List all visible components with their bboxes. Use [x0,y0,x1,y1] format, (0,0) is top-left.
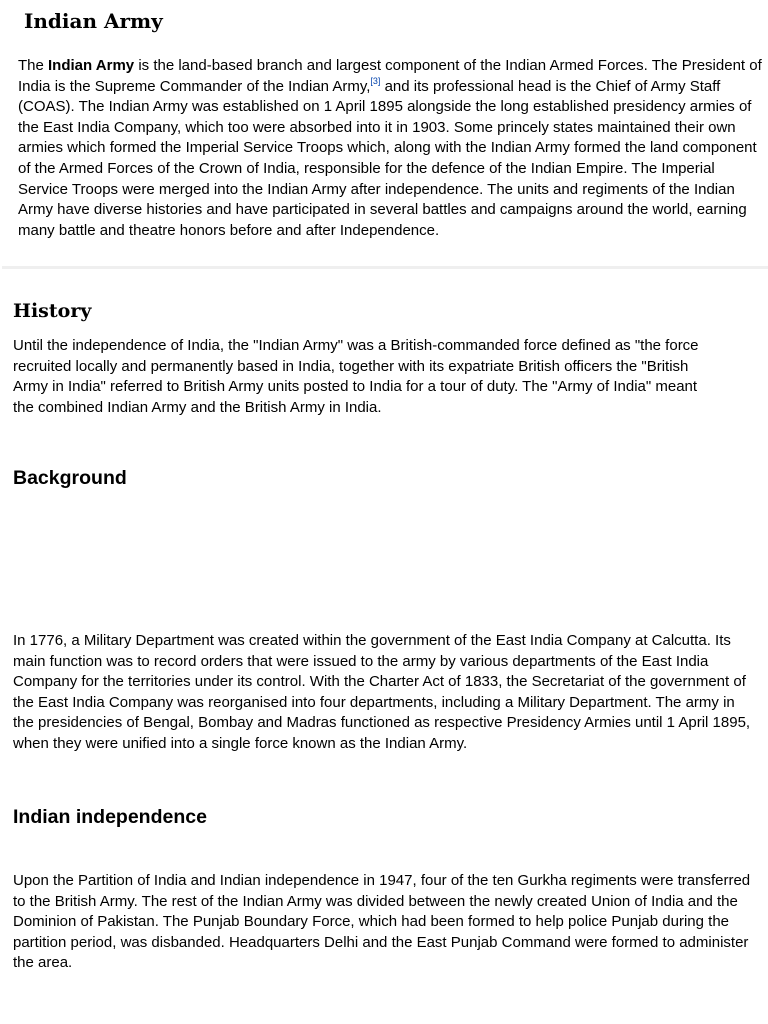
background-paragraph: In 1776, a Military Department was created within the government of the East India Company at Calcutta. Its main function was to record orders that were issued to the army by various departments of the East India Company for the territories under its control. With the Charter Act of 1833, the Secretariat of the government of the East India Company was reorganised into four departments, including a Military Department. The army in the presidencies of Bengal, Bombay and Madras functioned as respective Presidency Armies until 1 April 1895, when they were unified into a single force known as the Indian Army. [13,632,751,752]
history-paragraph: Until the independence of India, the "Indian Army" was a British-commanded force defined as "the force recruited locally and permanently based in India, together with its expatriate British officers the "British Army in India" referred to British Army units posted to India for a tour of duty. The "Army of India" meant the combined Indian Army and the British Army in India. [13,337,699,416]
lead-paragraph [18,56,768,241]
history-heading: History [13,300,92,322]
independence-heading: Indian independence [13,806,207,828]
lead-intro-continued: is the land-based branch and largest component of the Indian Armed Forces. The President of India is the Supreme Commander of the Indian Army, [18,57,762,95]
page-title: Indian Army [24,9,163,33]
lead-rest-text: and its professional head is the Chief of Army Staff (COAS). The Indian Army was established on 1 April 1895 alongside the long established presidency armies of the East India Company, which too were absorbed into it in 1903. Some princely states maintained their own armies which formed the Imperial Service Troops which, along with the Indian Army formed the land component of the Armed Forces of the Crown of India, responsible for the defence of the Indian Empire. The Imperial Service Troops were merged into the Indian Army after independence. The units and regiments of the Indian Army have diverse histories and have participated in several battles and campaigns around the world, earning many battle and theatre honors before and after Independence. [18,77,757,239]
lead-intro-text: The [18,57,49,74]
background-heading: Background [13,467,127,489]
citation-link[interactable]: [3] [370,75,381,86]
independence-paragraph: Upon the Partition of India and Indian independence in 1947, four of the ten Gurkha regiments were transferred to the British Army. The rest of the Indian Army was divided between the newly created Union of India and the Dominion of Pakistan. The Punjab Boundary Force, which had been formed to help police Punjab during the partition period, was disbanded. Headquarters Delhi and the East Punjab Command were formed to administer the area. [13,872,751,972]
lead-bold-term: Indian Army [48,57,135,74]
section-divider [2,266,768,269]
